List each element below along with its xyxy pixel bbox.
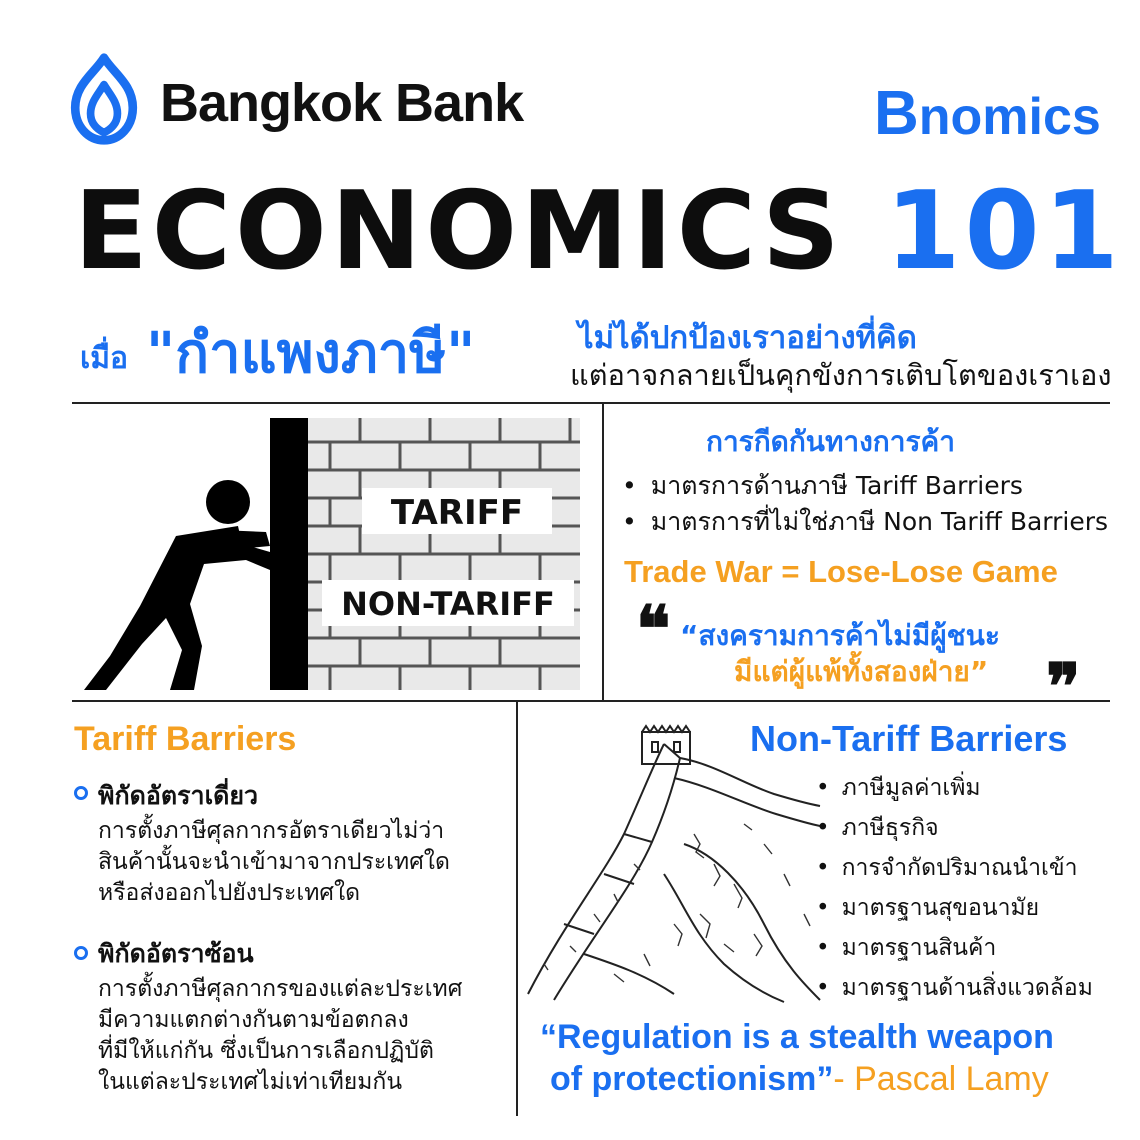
subtitle-tax-wall: "กำแพงภาษี"	[146, 321, 476, 386]
pushing-wall-illustration	[70, 418, 582, 690]
ntb-item: • มาตรฐานสุขอนามัย	[816, 890, 1039, 926]
bangkok-bank-logo-icon	[56, 52, 152, 148]
quote-close-icon: ❞	[1046, 650, 1081, 725]
divider-mid-vertical	[602, 404, 604, 700]
divider-middle	[72, 700, 1110, 702]
subtitle-line2: แต่อาจกลายเป็นคุกขังการเติบโตของเราเอง	[570, 358, 1112, 392]
desc-line: ที่มีให้แก่กัน ซึ่งเป็นการเลือกปฏิบัติ	[98, 1038, 434, 1064]
bnomics-logo	[874, 78, 1101, 149]
desc-line: การตั้งภาษีศุลกากรของแต่ละประเทศ	[98, 976, 463, 1002]
desc-line: มีความแตกต่างกันตามข้อตกลง	[98, 1007, 409, 1033]
tariff-item-title-multiple: พิกัดอัตราซ้อน	[98, 939, 254, 968]
desc-line: สินค้านั้นจะนำเข้ามาจากประเทศใด	[98, 849, 450, 875]
bullet-circle-icon	[74, 946, 88, 960]
subtitle-when: เมื่อ	[80, 341, 129, 376]
desc-line: การตั้งภาษีศุลกากรอัตราเดียวไม่ว่า	[98, 818, 445, 844]
divider-top	[72, 402, 1110, 404]
regulation-quote-line2	[550, 1060, 1049, 1099]
wall-edge	[270, 418, 308, 690]
regulation-quote-line1: “Regulation is a stealth weapon	[540, 1018, 1054, 1056]
great-wall-illustration	[524, 724, 824, 1004]
trade-war-statement: Trade War = Lose-Lose Game	[624, 554, 1058, 589]
bnomics-rest: nomics	[918, 88, 1101, 146]
wall-label-nontariff: NON-TARIFF	[341, 585, 555, 623]
ntb-item: • มาตรฐานด้านสิ่งแวดล้อม	[816, 970, 1093, 1006]
regulation-quote-text: of protectionism”	[550, 1060, 834, 1098]
title-part1: ECONOMICS	[74, 169, 844, 294]
non-tariff-barriers-heading: Non-Tariff Barriers	[750, 718, 1068, 759]
tariff-item-desc-multiple	[98, 974, 462, 1098]
quote-line1: “สงครามการค้าไม่มีผู้ชนะ	[680, 619, 1000, 652]
ntb-item: • การจำกัดปริมาณนำเข้า	[816, 850, 1078, 886]
ntb-item: • ภาษีธุรกิจ	[816, 810, 939, 846]
ntb-item: • มาตรฐานสินค้า	[816, 930, 996, 966]
quote-line2: มีแต่ผู้แพ้ทั้งสองฝ่าย”	[734, 655, 989, 688]
wall-label-tariff: TARIFF	[390, 493, 524, 533]
desc-line: หรือส่งออกไปยังประเทศใด	[98, 880, 361, 906]
tariff-barriers-heading: Tariff Barriers	[74, 720, 297, 758]
trade-item-nontariff: • มาตรการที่ไม่ใช่ภาษี Non Tariff Barriers	[622, 502, 1108, 542]
subtitle-line1: ไม่ได้ปกป้องเราอย่างที่คิด	[578, 320, 917, 356]
regulation-quote-author: - Pascal Lamy	[833, 1060, 1049, 1098]
bnomics-b: B	[874, 79, 919, 148]
divider-bottom-vertical	[516, 702, 518, 1116]
ntb-item: • ภาษีมูลค่าเพิ่ม	[816, 770, 981, 806]
brand-name: Bangkok Bank	[160, 73, 524, 133]
tariff-item-desc-single	[98, 816, 450, 909]
title-part2: 101	[885, 169, 1123, 294]
bullet-circle-icon	[74, 786, 88, 800]
quote-open-icon: ❝	[636, 592, 671, 667]
desc-line: ในแต่ละประเทศไม่เท่าเทียมกัน	[98, 1069, 403, 1095]
page-title	[74, 169, 1123, 294]
trade-barriers-heading: การกีดกันทางการค้า	[706, 425, 955, 458]
trade-item-tariff: • มาตรการด้านภาษี Tariff Barriers	[622, 466, 1023, 506]
stick-figure-icon	[84, 480, 270, 690]
tariff-item-title-single: พิกัดอัตราเดี่ยว	[98, 781, 259, 810]
brick-wall	[308, 418, 580, 690]
